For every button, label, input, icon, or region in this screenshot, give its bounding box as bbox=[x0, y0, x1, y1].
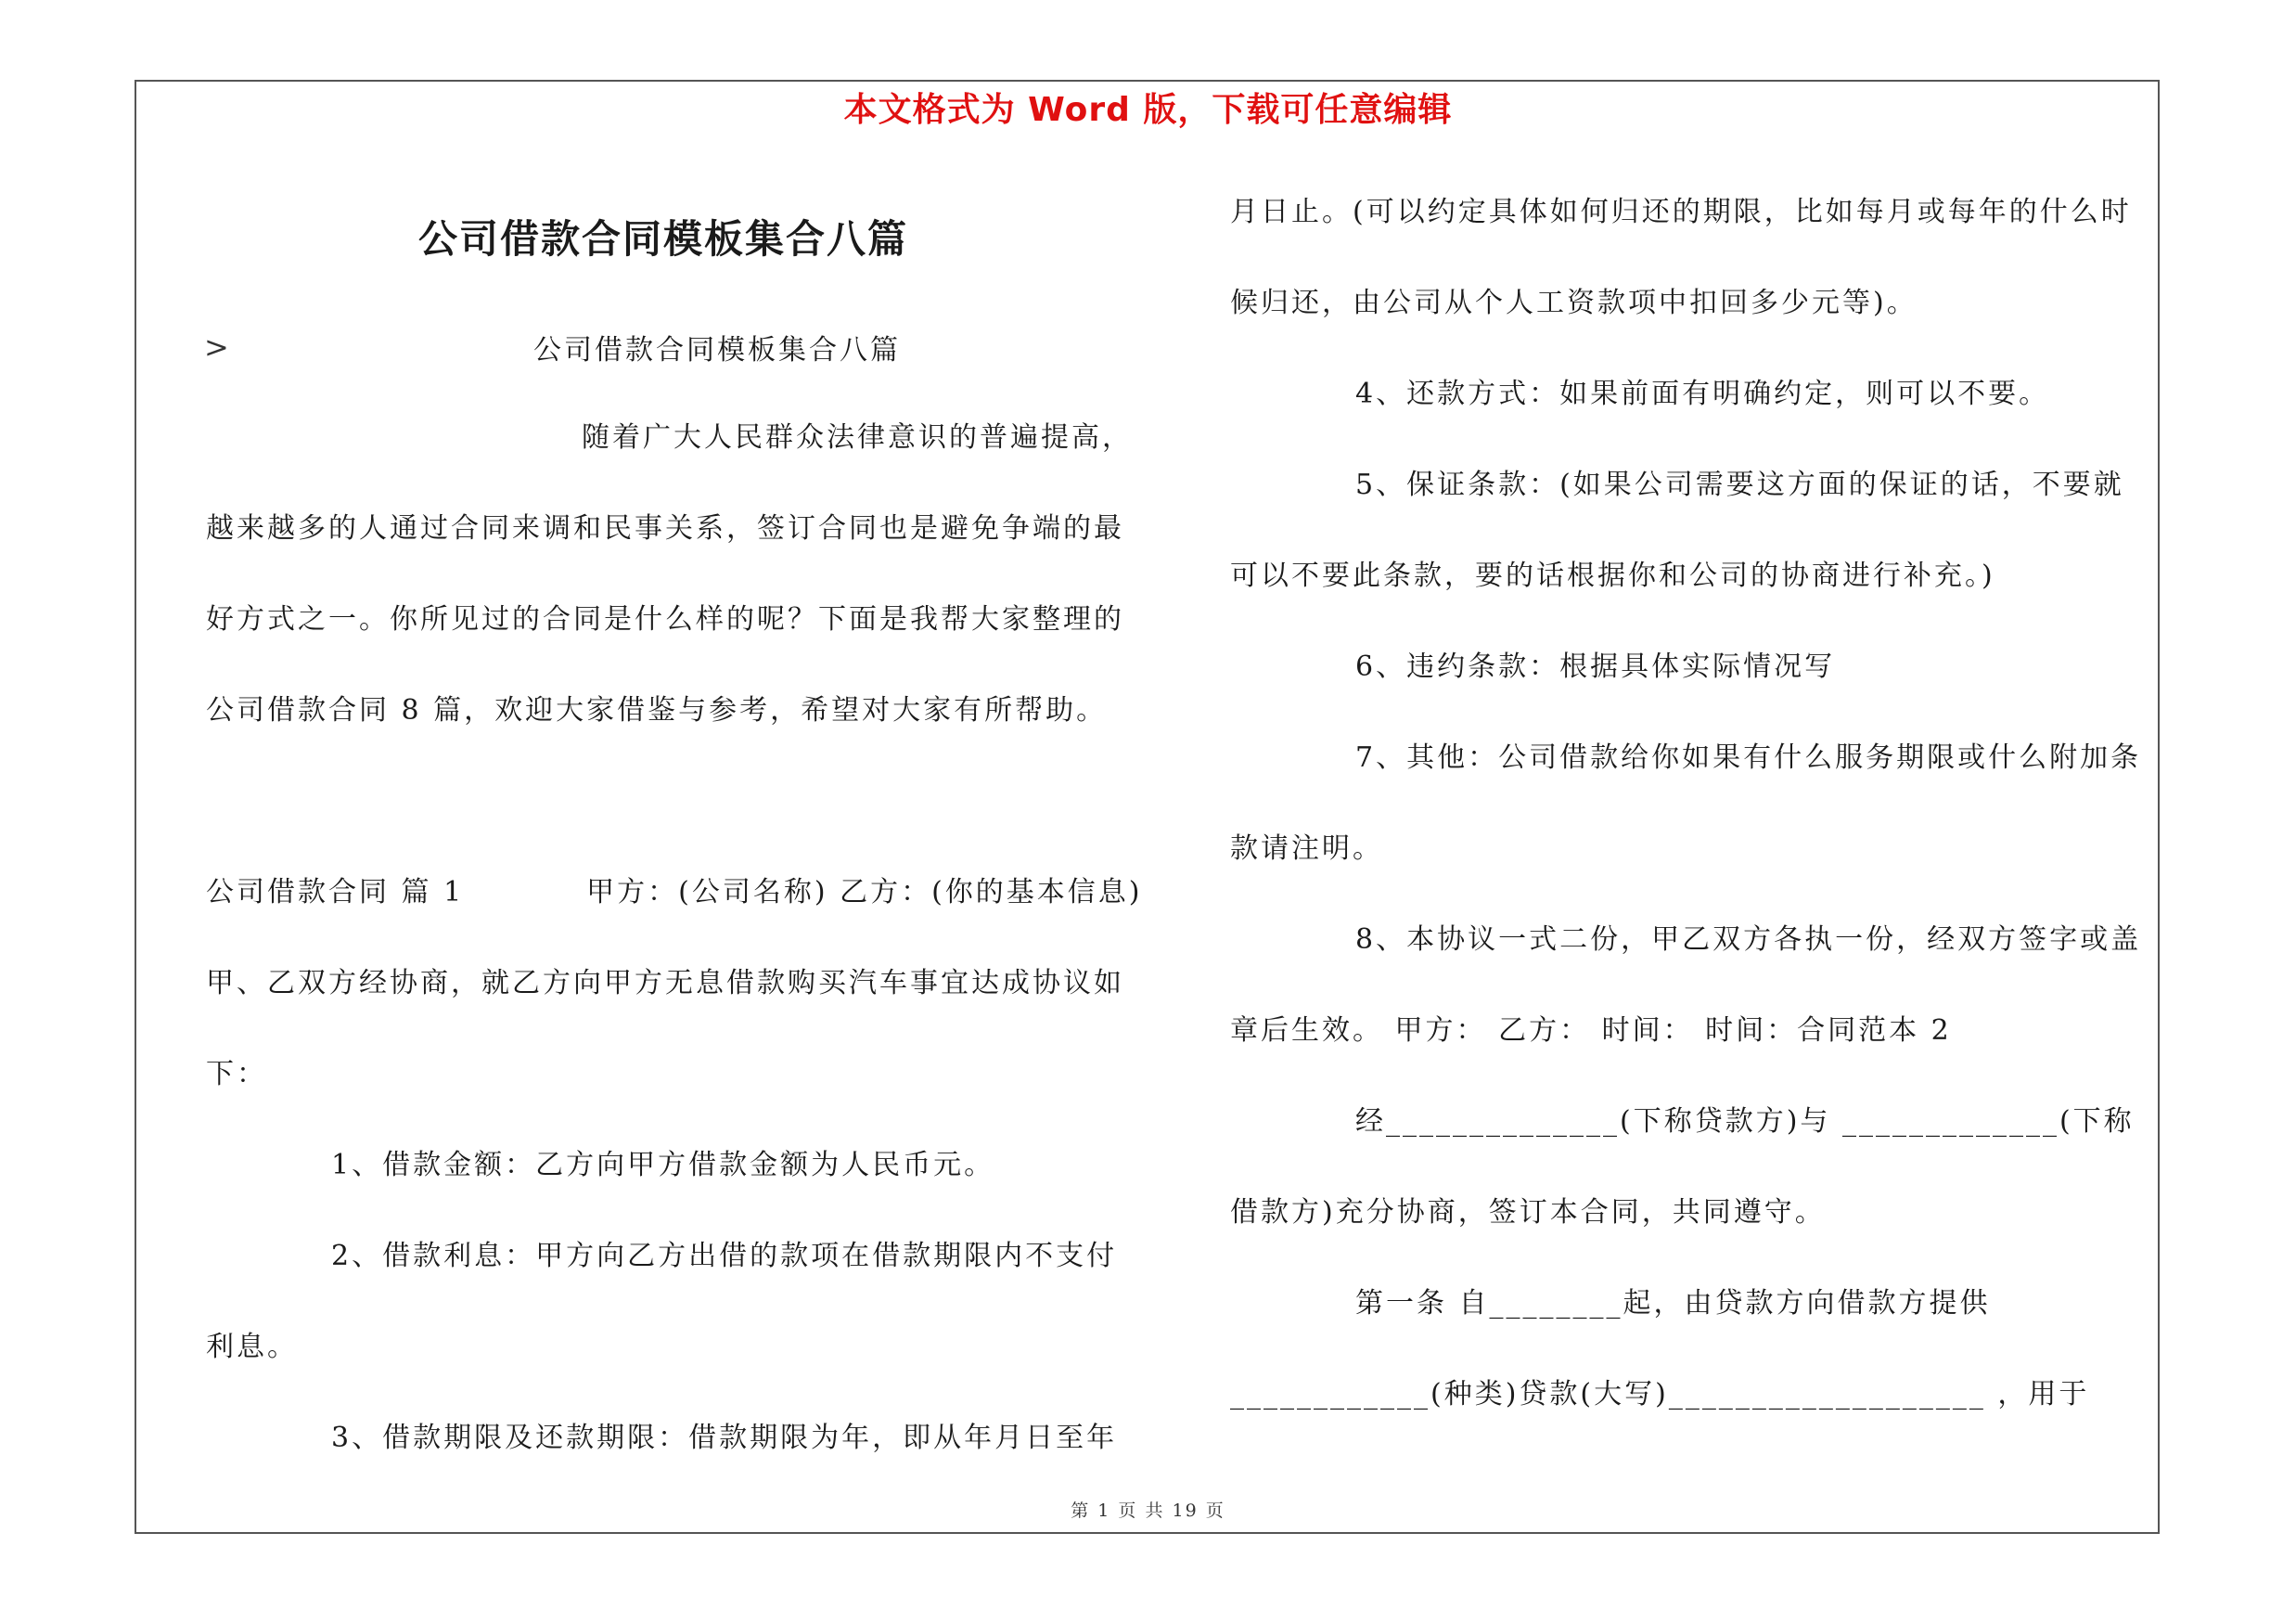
clause-loan-interest: 2、借款利息：甲方向乙方出借的款项在借款期限内不支付利息。 bbox=[206, 1240, 1118, 1363]
clause-other: 7、其他：公司借款给你如果有什么服务期限或什么附加条款请注明。 bbox=[1230, 741, 2142, 865]
contract-2-intro: 经______________(下称贷款方)与 _____________(下称借款方)充分协商，签订本合同，共同遵守。 bbox=[1230, 1105, 2135, 1229]
left-column bbox=[206, 393, 1143, 1484]
article-1-continuation: ____________(种类)贷款(大写)___________________ ，用于 bbox=[1230, 1378, 2090, 1410]
intro-paragraph: 随着广大人民群众法律意识的普遍提高，越来越多的人通过合同来调和民事关系，签订合同也是避免争端的最好方式之一。你所见过的合同是什么样的呢？下面是我帮大家整理的公司借款合同 8 篇，欢迎大家借鉴与参考，希望对大家有所帮助。 bbox=[206, 421, 1133, 727]
clause-loan-amount: 1、借款金额：乙方向甲方借款金额为人民币元。 bbox=[331, 1149, 995, 1181]
blank-line bbox=[206, 756, 1143, 847]
clause-breach: 6、违约条款：根据具体实际情况写 bbox=[1355, 650, 1836, 683]
contract-1-heading-paragraph: 公司借款合同 篇 1 甲方：(公司名称) 乙方：(你的基本信息) 甲、乙双方经协商，就乙方向甲方无息借款购买汽车事宜达成协议如下： bbox=[206, 876, 1143, 1090]
chevron-right-icon: > bbox=[204, 329, 229, 365]
page-number-footer: 第 1 页 共 19 页 bbox=[1071, 1501, 1225, 1521]
clause-copies-signatures: 8、本协议一式二份，甲乙双方各执一份，经双方签字或盖章后生效。 甲方： 乙方： 时间： 时间：合同范本 2 bbox=[1230, 923, 2142, 1047]
right-column bbox=[1230, 167, 2148, 1440]
format-notice-banner: 本文格式为 Word 版，下载可任意编辑 bbox=[843, 91, 1453, 129]
clause-loan-term: 3、借款期限及还款期限：借款期限为年，即从年月日至年 bbox=[331, 1422, 1118, 1454]
clause-repayment-method: 4、还款方式：如果前面有明确约定，则可以不要。 bbox=[1355, 378, 2050, 410]
clause-guarantee: 5、保证条款：(如果公司需要这方面的保证的话，不要就可以不要此条款，要的话根据你和公司的协商进行补充。) bbox=[1230, 469, 2124, 592]
article-1: 第一条 自________起，由贷款方向借款方提供 bbox=[1355, 1287, 1991, 1320]
document-title: 公司借款合同模板集合八篇 bbox=[417, 216, 908, 262]
term-continuation: 月日止。(可以约定具体如何归还的期限，比如每月或每年的什么时候归还，由公司从个人工资款项中扣回多少元等)。 bbox=[1230, 196, 2132, 319]
document-subtitle: 公司借款合同模板集合八篇 bbox=[533, 334, 901, 367]
